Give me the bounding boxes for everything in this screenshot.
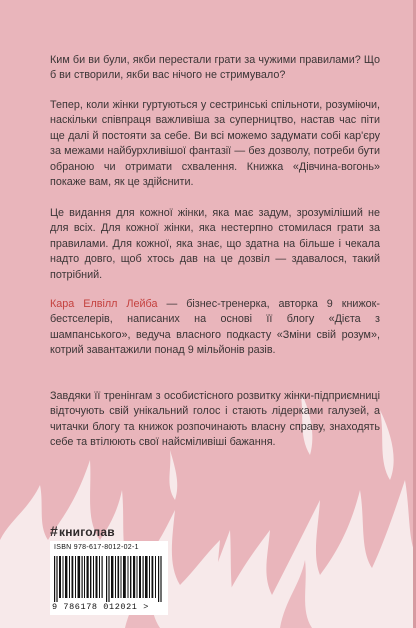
author-bio: — бізнес-тренерка, авторка 9 книжок-бестселерів, написаних на основі її блогу «Дієта з шампанського», ведуча власного подкасту «Зміни свій розум», котрий завантажили понад 9 мільйонів разів. — [50, 298, 380, 357]
author-name: Кара Елвілл Лейба — [50, 298, 158, 310]
isbn-label: ISBN 978-617-8012-02-1 — [54, 544, 139, 551]
publisher-name: книголав — [59, 525, 115, 539]
body-paragraph-3: Завдяки її тренінгам з особистісного розвитку жінки-підприємниці відточують свій унікальний голос і стають лідерками галузей, а читачки блогу та книжок розпочинають власну справу, знаходять себе та втілюють свої найсміливіші бажання. — [50, 390, 380, 449]
barcode-icon — [54, 556, 164, 602]
publisher-hash-icon: # — [50, 523, 58, 539]
barcode-panel — [50, 541, 168, 615]
publisher-logo — [50, 523, 115, 539]
body-paragraph-1: Тепер, коли жінки гуртуються у сестринські спільноти, розуміючи, наскільки співпраця важливіша за суперництво, настав час піти ще далі й постояти за себе. Ви всі можемо задумати собі кар'єру за межами найбурхливішої фантазії — без дозволу, потреби бути обраною чи отримати схвалення. Книжка «Дівчина-вогонь» покаже вам, як це здійснити. — [50, 99, 380, 189]
barcode-digits: 9 786178 012021 > — [52, 602, 149, 612]
intro-paragraph: Ким би ви були, якби перестали грати за чужими правилами? Що б ви створили, якби вас нічого не стримувало? — [50, 54, 380, 82]
author-paragraph — [50, 297, 380, 359]
body-paragraph-2: Це видання для кожної жінки, яка має задум, зрозуміліший не для всіх. Для кожної жінки, яка нестерпно стомилася грати за правилами. Для кожної, яка знає, що здатна на більше і чекала надто довго, щоб хтось дав на це дозвіл — здавалося, такий потрібний. — [50, 207, 380, 281]
